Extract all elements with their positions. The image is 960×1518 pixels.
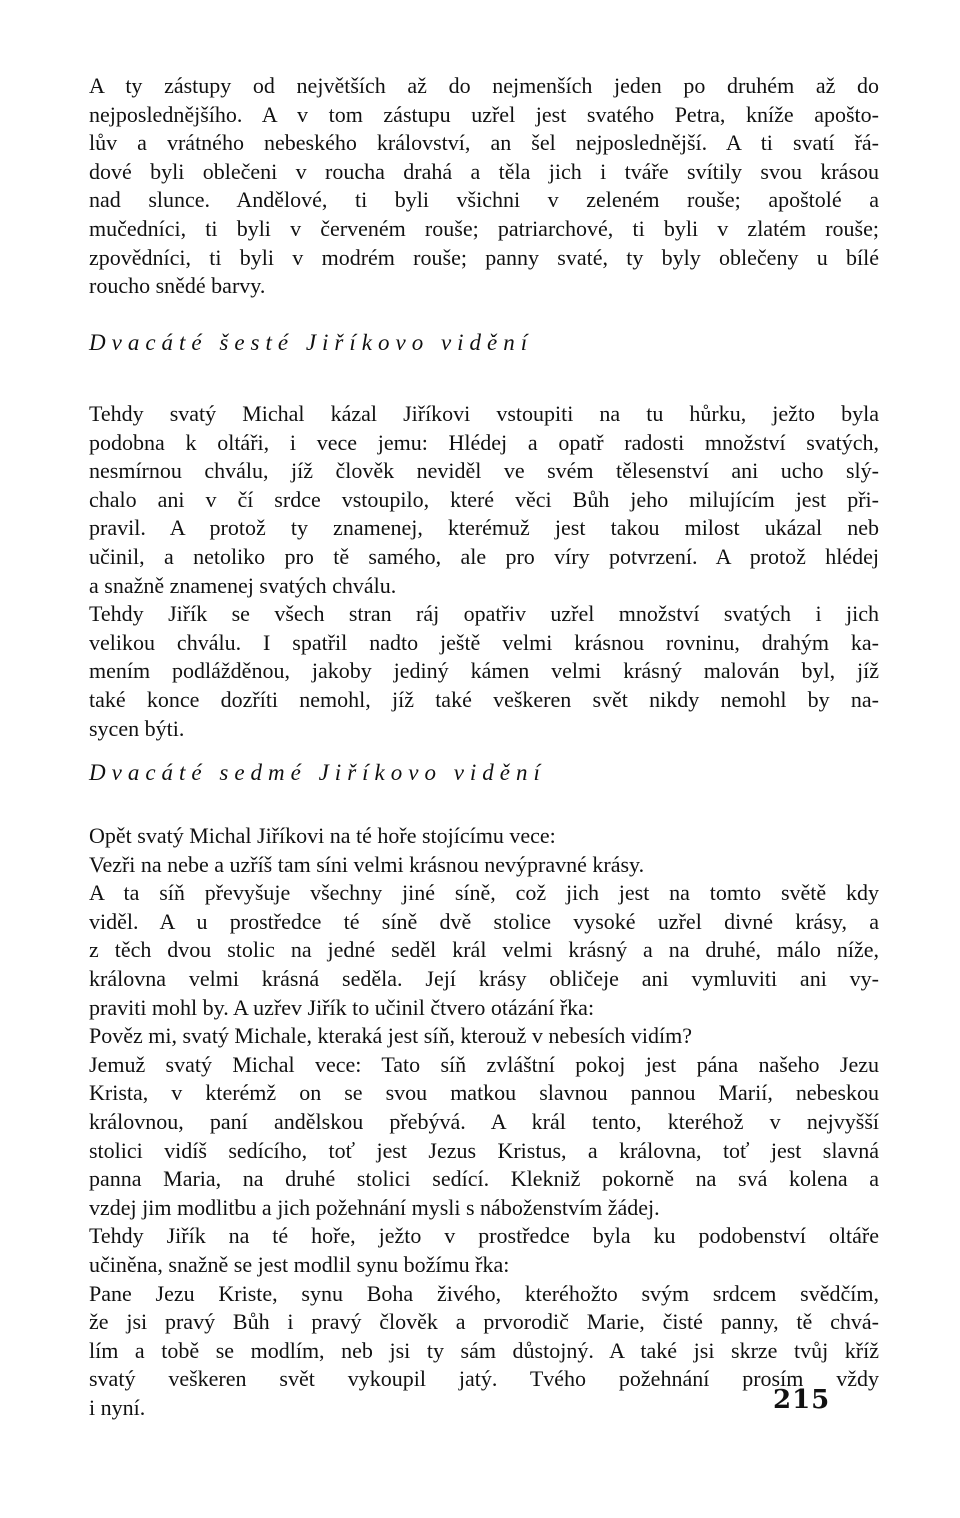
text-line: lím a tobě se modlím, neb jsi ty sám důstojný. A také jsi skrze tvůj kříž bbox=[89, 1337, 879, 1363]
text-line: pravil. A protož ty znamenej, kterémuž jest takou milost ukázal neb bbox=[89, 515, 879, 541]
text-line: Pověz mi, svatý Michale, kteraká jest síň, kterouž v nebesích vidím? bbox=[89, 1023, 693, 1049]
text-line: a snažně znamenej svatých chválu. bbox=[89, 572, 397, 598]
text-line: viděl. A u prostředce té síně dvě stolice vysoké uzřel divné krásy, a bbox=[89, 908, 879, 934]
text-line: lův a vrátného nebeského království, an šel nejposlednější. A ti svatí řá- bbox=[89, 130, 879, 156]
text-line: panna Maria, na druhé stolici sedící. Klekniž pokorně na svá kolena a bbox=[89, 1166, 879, 1192]
text-line: sycen býti. bbox=[89, 715, 185, 741]
page-number: 215 bbox=[773, 1385, 831, 1415]
text-line: stolici vidíš sedícího, toť jest Jezus Kristus, a královna, toť jest slavná bbox=[89, 1137, 879, 1163]
text-line: královnou, paní andělskou přebývá. A král tento, kteréhož v nejvyšší bbox=[89, 1108, 879, 1134]
text-line: Tehdy Jiřík se všech stran ráj opatřiv uzřel množství svatých i jich bbox=[89, 601, 879, 627]
paragraph-2 bbox=[89, 400, 879, 743]
text-line: zpovědníci, ti byli v modrém rouše; panny svaté, ty byly oblečeny u bílé bbox=[89, 244, 879, 270]
text-line: mučedníci, ti byli v červeném rouše; patriarchové, ti byli v zlatém rouše; bbox=[89, 215, 879, 241]
text-line: svatý veškeren svět vykoupil jatý. Tvého požehnání prosím vždy bbox=[89, 1366, 879, 1392]
text-line: královna velmi krásná seděla. Její krásy obličeje ani vymluviti ani vy- bbox=[89, 965, 879, 991]
text-line: Tehdy svatý Michal kázal Jiříkovi vstoupiti na tu hůrku, ježto byla bbox=[89, 401, 879, 426]
text-line: chalo ani v čí srdce vstoupilo, které věci Bůh jeho milujícím jest při- bbox=[89, 486, 879, 512]
text-line: praviti mohl by. A uzřev Jiřík to učinil čtvero otázání řka: bbox=[89, 994, 595, 1020]
text-line: Opět svatý Michal Jiříkovi na té hoře stojícímu vece: bbox=[89, 823, 556, 848]
text-line: Vezři na nebe a uzříš tam síni velmi krásnou nevýpravné krásy. bbox=[89, 851, 645, 877]
text-line: roucho snědé barvy. bbox=[89, 273, 266, 299]
chapter-heading-27: Dvacáté sedmé Jiříkovo vidění bbox=[89, 760, 546, 785]
text-line: vzdej jim modlitbu a jich požehnání mysli s náboženstvím žádej. bbox=[89, 1194, 660, 1220]
text-line: Jemuž svatý Michal vece: Tato síň zvláštní pokoj jest pána našeho Jezu bbox=[89, 1051, 879, 1077]
text-line: také konce dozříti nemohl, jíž také veškeren svět nikdy nemohl by na- bbox=[89, 686, 879, 712]
text-line: nejposlednějšího. A v tom zástupu uzřel jest svatého Petra, kníže apošto- bbox=[89, 101, 879, 127]
text-line: že jsi pravý Bůh i pravý člověk a prvorodič Marie, čisté panny, tě chvá- bbox=[89, 1309, 879, 1335]
text-line: nesmírnou chválu, jíž člověk neviděl ve svém tělesenství ani ucho slý- bbox=[89, 458, 879, 484]
paragraph-3 bbox=[89, 822, 879, 1422]
text-line: podobna k oltáři, i vece jemu: Hlédej a opatř radosti množství svatých, bbox=[89, 429, 879, 455]
text-line: Tehdy Jiřík na té hoře, ježto v prostředce byla ku podobenství oltáře bbox=[89, 1223, 879, 1249]
text-line: učinil, a netoliko pro tě samého, ale pro víry potvrzení. A protož hlédej bbox=[89, 543, 879, 569]
text-line: velikou chválu. I spatřil nadto ještě velmi krásnou rovninu, drahým ka- bbox=[89, 629, 879, 655]
chapter-heading-26: Dvacáté šesté Jiříkovo vidění bbox=[89, 330, 534, 355]
text-line: Krista, v kterémž on se svou matkou slavnou pannou Marií, nebeskou bbox=[89, 1080, 879, 1106]
text-line: z těch dvou stolic na jedné seděl král velmi krásný a na druhé, málo níže, bbox=[89, 937, 879, 963]
text-line: A ta síň převyšuje všechny jiné síně, což jich jest na tomto světě kdy bbox=[89, 880, 879, 906]
text-line: Pane Jezu Kriste, synu Boha živého, kteréhožto svým srdcem svědčím, bbox=[89, 1280, 879, 1306]
text-line: nad slunce. Andělové, ti byli všichni v zeleném rouše; apoštolé a bbox=[89, 187, 879, 213]
text-line: mením podlážděnou, jakoby jediný kámen velmi krásný malován byl, jíž bbox=[89, 658, 879, 684]
text-line: i nyní. bbox=[89, 1394, 146, 1420]
text-line: učiněna, snažně se jest modlil synu božímu řka: bbox=[89, 1251, 510, 1277]
paragraph-1 bbox=[89, 72, 879, 301]
text-line: A ty zástupy od největších až do nejmenších jeden po druhém až do bbox=[89, 73, 879, 98]
text-line: dové byli oblečeni v roucha drahá a těla jich i tváře svítily svou krásou bbox=[89, 158, 879, 184]
